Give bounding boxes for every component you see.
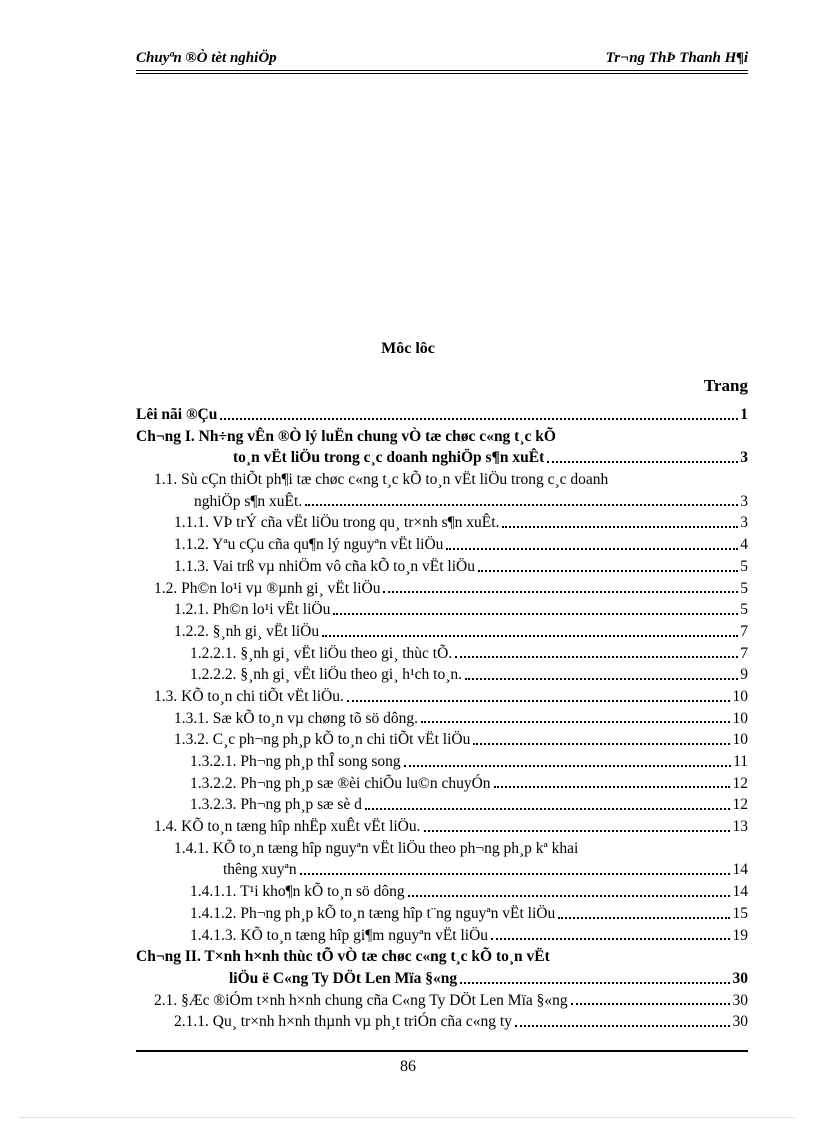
toc-entry-text: 1.4.1.3. KÕ to¸n tæng hîp gi¶m nguyªn vËt liÖu <box>190 926 489 944</box>
toc-entry-text: Ch¬ng II. T×nh h×nh thùc tÕ vÒ tæ chøc c«ng t¸c kÕ to¸n vËt <box>136 948 550 966</box>
header-rule-bottom <box>136 73 748 74</box>
leader-dots <box>473 743 730 745</box>
toc-entry-text: 1.3.2. C¸c ph¬ng ph¸p kÕ to¸n chi tiÕt vËt liÖu <box>174 731 471 749</box>
leader-dots <box>494 786 730 788</box>
toc-entry-text: 1.1.1. VÞ trÝ cña vËt liÖu trong qu¸ tr×nh s¶n xuÊt. <box>174 514 500 532</box>
toc-entry-text: 1.1.2. Yªu cÇu cña qu¶n lý nguyªn vËt liÖu <box>174 536 444 554</box>
toc-entry-page: 11 <box>733 753 748 770</box>
toc-entry-text: 2.1. §Æc ®iÓm t×nh h×nh chung cña C«ng Ty DÖt Len Mïa §«ng <box>154 991 568 1009</box>
toc-entry-page: 5 <box>740 601 748 619</box>
toc-entry-text: 1.4.1. KÕ to¸n tæng hîp nguyªn vËt liÖu theo ph¬ng ph¸p kª khai <box>174 839 579 857</box>
leader-dots <box>383 591 738 593</box>
toc-entry-page: 19 <box>732 926 748 944</box>
toc-entry-page: 14 <box>732 861 748 879</box>
toc-entry[interactable] <box>136 404 748 426</box>
footer-rule <box>136 1050 748 1052</box>
leader-dots <box>220 418 738 420</box>
toc-entry[interactable] <box>136 512 748 534</box>
toc-entry[interactable] <box>136 816 748 838</box>
toc-entry-text: 1.3. KÕ to¸n chi tiÕt vËt liÖu. <box>154 687 344 705</box>
toc-entry-text: 1.1. Sù cÇn thiÕt ph¶i tæ chøc c«ng t¸c kÕ to¸n vËt liÖu trong c¸c doanh <box>154 471 609 489</box>
toc-entry-page: 3 <box>740 449 748 467</box>
toc-entry-page: 14 <box>732 883 748 901</box>
leader-dots <box>404 765 731 767</box>
toc-entry[interactable] <box>136 556 748 578</box>
toc-entry-page: 30 <box>732 991 748 1009</box>
page-header <box>136 46 748 68</box>
toc-entry-page: 3 <box>740 514 748 532</box>
toc-entry-text: to¸n vËt liÖu trong c¸c doanh nghiÖp s¶n xuÊt <box>233 449 545 467</box>
toc-entry[interactable] <box>136 469 748 491</box>
toc-entry-text: 1.3.1. Sæ kÕ to¸n vµ chøng tõ sö dông. <box>174 709 419 727</box>
toc-entry-page: 13 <box>732 818 748 836</box>
toc-entry-page: 3 <box>740 492 748 510</box>
leader-dots <box>408 895 730 897</box>
page-title: Môc lôc <box>381 340 435 357</box>
leader-dots <box>465 678 738 680</box>
leader-dots <box>424 830 730 832</box>
toc-entry[interactable] <box>136 925 748 947</box>
toc-entry-page: 12 <box>732 774 748 792</box>
toc-entry-page: 10 <box>732 687 748 705</box>
toc-entry-text: 1.2. Ph©n lo¹i vµ ®µnh gi¸ vËt liÖu <box>154 579 381 597</box>
leader-dots <box>365 808 730 810</box>
toc-entry[interactable] <box>136 664 748 686</box>
leader-dots <box>300 873 730 875</box>
toc-entry-page: 12 <box>732 796 748 814</box>
toc-entry[interactable] <box>136 903 748 925</box>
toc-entry-page: 1 <box>740 406 748 423</box>
leader-dots <box>502 526 738 528</box>
toc-entry[interactable] <box>136 1011 748 1033</box>
toc-entry[interactable] <box>136 686 748 708</box>
toc-entry-page: 30 <box>732 1013 748 1031</box>
leader-dots <box>305 504 738 506</box>
toc-entry-text: 1.3.2.1. Ph¬ng ph¸p thÎ song song <box>190 753 401 770</box>
leader-dots <box>491 938 730 940</box>
toc-entry[interactable] <box>136 729 748 751</box>
toc-entry-text: thêng xuyªn <box>223 861 297 879</box>
toc-entry-text: 1.3.2.2. Ph¬ng ph¸p sæ ®èi chiÕu lu©n chuyÓn <box>190 774 491 792</box>
toc-entry[interactable] <box>136 447 748 469</box>
toc-entry-page: 15 <box>732 904 748 922</box>
toc-entry-text: 1.4. KÕ to¸n tæng hîp nhËp xuÊt vËt liÖu. <box>154 818 421 836</box>
leader-dots <box>446 548 738 550</box>
leader-dots <box>322 635 738 637</box>
toc-entry-page: 7 <box>740 644 748 662</box>
toc-entry-text: Lêi nãi ®Çu <box>136 406 218 423</box>
toc-entry[interactable] <box>136 491 748 513</box>
leader-dots <box>347 700 730 702</box>
toc-entry-text: 1.2.1. Ph©n lo¹i vËt liÖu <box>174 601 331 619</box>
toc-entry[interactable] <box>136 534 748 556</box>
toc-entry-page: 10 <box>732 731 748 749</box>
toc-entry-text: 1.2.2.2. §¸nh gi¸ vËt liÖu theo gi¸ h¹ch to¸n. <box>190 666 462 684</box>
toc-entry-page: 4 <box>740 536 748 554</box>
page-number: 86 <box>400 1058 416 1075</box>
leader-dots <box>515 1025 730 1027</box>
toc-entry-page: 9 <box>740 666 748 684</box>
toc-entry[interactable] <box>136 881 748 903</box>
toc-entry-text: 1.2.2. §¸nh gi¸ vËt liÖu <box>174 622 320 640</box>
leader-dots <box>558 917 730 919</box>
toc-entry[interactable] <box>136 643 748 665</box>
toc-entry-page: 30 <box>732 969 748 987</box>
leader-dots <box>455 656 738 658</box>
header-author-name: Tr¬ng ThÞ Thanh H¶i <box>605 50 748 66</box>
leader-dots <box>460 982 730 984</box>
toc-entry[interactable] <box>136 838 748 860</box>
toc-entry[interactable] <box>136 621 748 643</box>
leader-dots <box>333 613 738 615</box>
toc-entry[interactable] <box>136 990 748 1012</box>
toc-entry[interactable] <box>136 751 748 773</box>
toc-entry-text: 1.4.1.2. Ph¬ng ph¸p kÕ to¸n tæng hîp t¨ng nguyªn vËt liÖu <box>190 904 556 922</box>
toc-entry-page: 10 <box>732 709 748 727</box>
page-column-label: Trang <box>703 376 748 395</box>
toc-entry[interactable] <box>136 773 748 795</box>
toc-entry[interactable] <box>136 578 748 600</box>
toc-entry-text: liÖu ë C«ng Ty DÖt Len Mïa §«ng <box>229 969 458 987</box>
toc-entry[interactable] <box>136 946 748 968</box>
toc-entry-text: Ch¬ng I. Nh÷ng vÊn ®Ò lý luËn chung vÒ tæ chøc c«ng t¸c kÕ <box>136 427 556 445</box>
leader-dots <box>478 570 738 572</box>
toc-entry[interactable] <box>136 794 748 816</box>
toc-entry-text: 1.4.1.1. T¹i kho¶n kÕ to¸n sö dông <box>190 883 405 901</box>
leader-dots <box>547 461 738 463</box>
leader-dots <box>571 1003 730 1005</box>
toc-entry-page: 5 <box>740 557 748 575</box>
toc-entry[interactable] <box>136 599 748 621</box>
toc-entry[interactable] <box>136 426 748 448</box>
toc-entry-text: nghiÖp s¶n xuÊt. <box>194 492 303 510</box>
toc-entry[interactable] <box>136 968 748 990</box>
toc-entry[interactable] <box>136 708 748 730</box>
toc-entry-text: 1.1.3. Vai trß vµ nhiÖm vô cña kÕ to¸n vËt liÖu <box>174 557 475 575</box>
toc-entry-page: 5 <box>740 579 748 597</box>
toc-entry-page: 7 <box>740 622 748 640</box>
toc-entry[interactable] <box>136 859 748 881</box>
leader-dots <box>421 721 730 723</box>
header-document-type: Chuyªn ®Ò tèt nghiÖp <box>136 50 277 66</box>
toc-entry-text: 1.3.2.3. Ph¬ng ph¸p sæ sè d <box>190 796 362 814</box>
table-of-contents <box>136 404 748 1033</box>
toc-entry-text: 1.2.2.1. §¸nh gi¸ vËt liÖu theo gi¸ thùc tÕ. <box>190 644 453 662</box>
page-bottom-border <box>20 1117 796 1118</box>
header-rule-top <box>136 70 748 71</box>
toc-entry-text: 2.1.1. Qu¸ tr×nh h×nh thµnh vµ ph¸t triÓn cña c«ng ty <box>174 1013 512 1031</box>
